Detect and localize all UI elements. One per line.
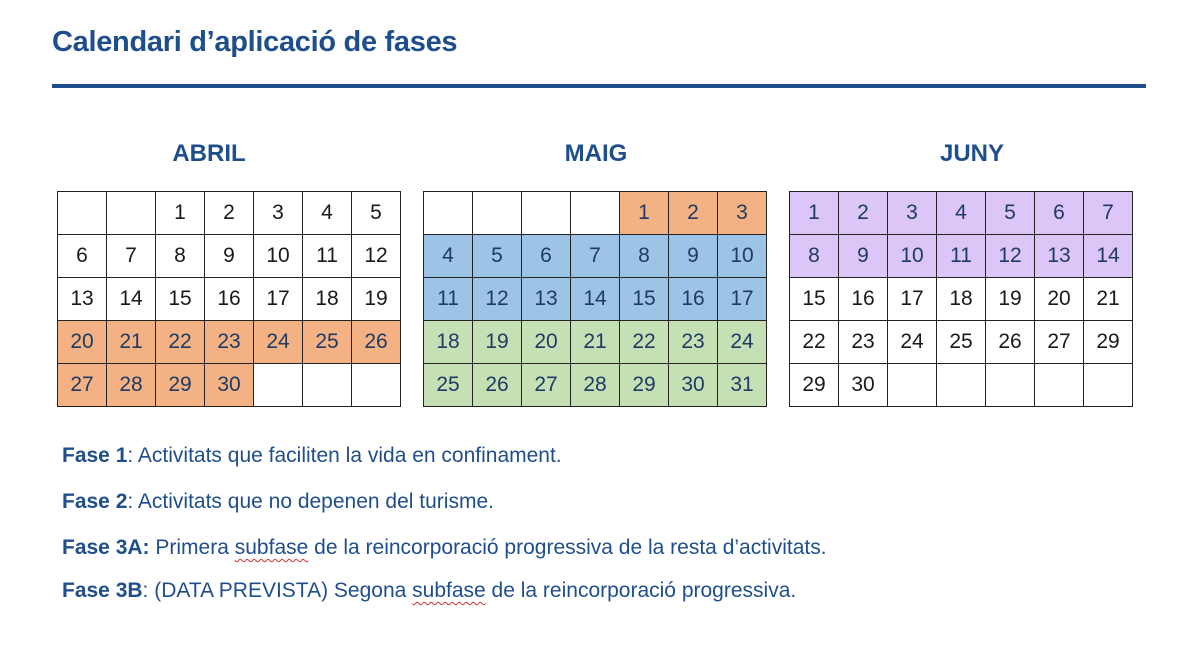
- day-cell: 11: [937, 235, 986, 278]
- day-cell: 19: [473, 321, 522, 364]
- legend-text: (DATA PREVISTA) Segona: [154, 579, 413, 602]
- day-cell: 3: [718, 192, 767, 235]
- day-cell: 29: [1084, 321, 1133, 364]
- day-cell: 20: [58, 321, 107, 364]
- empty-day-cell: [986, 364, 1035, 407]
- day-cell: 17: [888, 278, 937, 321]
- empty-day-cell: [254, 364, 303, 407]
- day-cell: 13: [1035, 235, 1084, 278]
- day-cell: 4: [424, 235, 473, 278]
- day-cell: 26: [473, 364, 522, 407]
- day-cell: 30: [669, 364, 718, 407]
- day-cell: 14: [107, 278, 156, 321]
- day-cell: 19: [352, 278, 401, 321]
- day-cell: 24: [718, 321, 767, 364]
- legend-separator: :: [127, 490, 138, 513]
- calendar-week-row: [790, 278, 1133, 321]
- day-cell: 29: [620, 364, 669, 407]
- empty-day-cell: [1035, 364, 1084, 407]
- day-cell: 11: [303, 235, 352, 278]
- day-cell: 21: [571, 321, 620, 364]
- day-cell: 6: [522, 235, 571, 278]
- day-cell: 1: [790, 192, 839, 235]
- day-cell: 1: [620, 192, 669, 235]
- day-cell: 14: [1084, 235, 1133, 278]
- day-cell: 15: [620, 278, 669, 321]
- day-cell: 5: [473, 235, 522, 278]
- day-cell: 27: [1035, 321, 1084, 364]
- day-cell: 20: [522, 321, 571, 364]
- calendar-maig: [423, 191, 767, 407]
- calendar-week-row: [424, 364, 767, 407]
- day-cell: 3: [254, 192, 303, 235]
- page-title: Calendari d’aplicació de fases: [52, 26, 458, 58]
- day-cell: 28: [571, 364, 620, 407]
- legend-label: Fase 2: [62, 490, 128, 513]
- title-divider: [52, 84, 1146, 88]
- day-cell: 10: [254, 235, 303, 278]
- day-cell: 30: [839, 364, 888, 407]
- legend-label: Fase 3B: [62, 579, 143, 602]
- month-title-abril: ABRIL: [172, 140, 246, 167]
- day-cell: 22: [156, 321, 205, 364]
- empty-day-cell: [473, 192, 522, 235]
- calendar-week-row: [424, 192, 767, 235]
- day-cell: 13: [58, 278, 107, 321]
- day-cell: 8: [156, 235, 205, 278]
- day-cell: 18: [303, 278, 352, 321]
- day-cell: 28: [107, 364, 156, 407]
- empty-day-cell: [522, 192, 571, 235]
- calendar-juny: [789, 191, 1133, 407]
- calendar-week-row: [790, 192, 1133, 235]
- day-cell: 15: [156, 278, 205, 321]
- day-cell: 16: [839, 278, 888, 321]
- calendar-week-row: [58, 364, 401, 407]
- day-cell: 9: [205, 235, 254, 278]
- day-cell: 7: [1084, 192, 1133, 235]
- calendar-week-row: [58, 192, 401, 235]
- calendar-week-row: [424, 321, 767, 364]
- day-cell: 12: [986, 235, 1035, 278]
- legend-text: Primera: [155, 536, 235, 559]
- calendar-week-row: [424, 278, 767, 321]
- day-cell: 29: [790, 364, 839, 407]
- day-cell: 1: [156, 192, 205, 235]
- empty-day-cell: [352, 364, 401, 407]
- legend-fase-3b: [62, 579, 796, 603]
- day-cell: 13: [522, 278, 571, 321]
- month-title-maig: MAIG: [564, 140, 628, 167]
- legend-fase-3a: [62, 536, 827, 560]
- day-cell: 24: [254, 321, 303, 364]
- day-cell: 8: [620, 235, 669, 278]
- calendar-week-row: [58, 321, 401, 364]
- empty-day-cell: [888, 364, 937, 407]
- day-cell: 16: [669, 278, 718, 321]
- day-cell: 26: [352, 321, 401, 364]
- legend-text: Activitats que faciliten la vida en confinament.: [137, 444, 562, 467]
- day-cell: 5: [986, 192, 1035, 235]
- day-cell: 18: [424, 321, 473, 364]
- day-cell: 31: [718, 364, 767, 407]
- calendar-week-row: [790, 321, 1133, 364]
- day-cell: 27: [58, 364, 107, 407]
- calendar-abril: [57, 191, 401, 407]
- day-cell: 15: [790, 278, 839, 321]
- legend-text-spellcheck: subfase: [412, 579, 486, 602]
- day-cell: 25: [937, 321, 986, 364]
- month-title-juny: JUNY: [939, 140, 1005, 167]
- day-cell: 25: [303, 321, 352, 364]
- day-cell: 14: [571, 278, 620, 321]
- day-cell: 12: [473, 278, 522, 321]
- day-cell: 10: [888, 235, 937, 278]
- day-cell: 21: [107, 321, 156, 364]
- day-cell: 30: [205, 364, 254, 407]
- day-cell: 2: [669, 192, 718, 235]
- day-cell: 25: [424, 364, 473, 407]
- day-cell: 22: [790, 321, 839, 364]
- calendar-week-row: [58, 235, 401, 278]
- day-cell: 8: [790, 235, 839, 278]
- empty-day-cell: [937, 364, 986, 407]
- day-cell: 23: [669, 321, 718, 364]
- day-cell: 26: [986, 321, 1035, 364]
- empty-day-cell: [58, 192, 107, 235]
- legend-label: Fase 3A:: [62, 536, 150, 559]
- empty-day-cell: [571, 192, 620, 235]
- legend-text: de la reincorporació progressiva de la resta d’activitats.: [308, 536, 827, 559]
- empty-day-cell: [107, 192, 156, 235]
- day-cell: 10: [718, 235, 767, 278]
- day-cell: 11: [424, 278, 473, 321]
- day-cell: 20: [1035, 278, 1084, 321]
- day-cell: 3: [888, 192, 937, 235]
- calendar-week-row: [790, 235, 1133, 278]
- calendar-week-row: [790, 364, 1133, 407]
- empty-day-cell: [1084, 364, 1133, 407]
- legend-separator: :: [142, 579, 155, 602]
- empty-day-cell: [303, 364, 352, 407]
- legend-text-spellcheck: subfase: [234, 536, 309, 559]
- day-cell: 17: [254, 278, 303, 321]
- day-cell: 17: [718, 278, 767, 321]
- legend-fase-1: [62, 444, 562, 468]
- day-cell: 4: [937, 192, 986, 235]
- empty-day-cell: [424, 192, 473, 235]
- day-cell: 21: [1084, 278, 1133, 321]
- day-cell: 2: [205, 192, 254, 235]
- day-cell: 12: [352, 235, 401, 278]
- legend-text: de la reincorporació progressiva.: [485, 579, 797, 602]
- day-cell: 2: [839, 192, 888, 235]
- day-cell: 19: [986, 278, 1035, 321]
- legend-separator: :: [127, 444, 138, 467]
- day-cell: 23: [205, 321, 254, 364]
- day-cell: 7: [571, 235, 620, 278]
- day-cell: 5: [352, 192, 401, 235]
- day-cell: 6: [58, 235, 107, 278]
- day-cell: 24: [888, 321, 937, 364]
- day-cell: 9: [669, 235, 718, 278]
- day-cell: 16: [205, 278, 254, 321]
- calendar-week-row: [424, 235, 767, 278]
- day-cell: 18: [937, 278, 986, 321]
- day-cell: 6: [1035, 192, 1084, 235]
- legend-fase-2: [62, 490, 494, 514]
- day-cell: 22: [620, 321, 669, 364]
- day-cell: 27: [522, 364, 571, 407]
- legend-label: Fase 1: [62, 444, 128, 467]
- day-cell: 9: [839, 235, 888, 278]
- day-cell: 4: [303, 192, 352, 235]
- day-cell: 29: [156, 364, 205, 407]
- legend-text: Activitats que no depenen del turisme.: [137, 490, 494, 513]
- day-cell: 23: [839, 321, 888, 364]
- day-cell: 7: [107, 235, 156, 278]
- calendar-week-row: [58, 278, 401, 321]
